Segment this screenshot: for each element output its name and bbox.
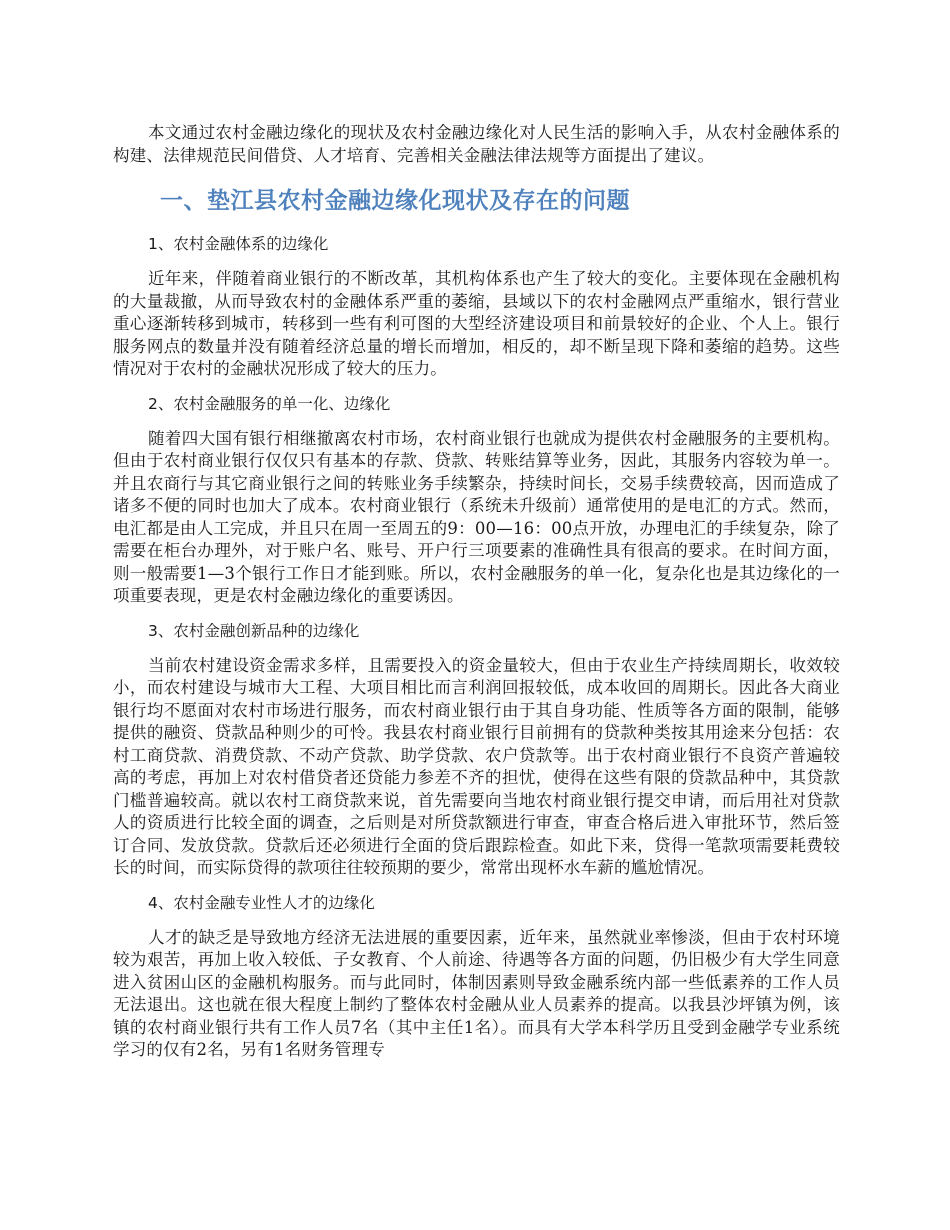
intro-paragraph: 本文通过农村金融边缘化的现状及农村金融边缘化对人民生活的影响入手，从农村金融体系的构建、法律规范民间借贷、人才培育、完善相关金融法律法规等方面提出了建议。 [113, 123, 840, 165]
subsection-title-3: 3、农村金融创新品种的边缘化 [148, 621, 360, 640]
subsection-body-4: 人才的缺乏是导致地方经济无法进展的重要因素，近年来，虽然就业率惨淡，但由于农村环境较为艰苦，再加上收入较低、子女教育、个人前途、待遇等各方面的问题，仍旧极少有大学生同意进入贫困山区的金融机构服务。而与此同时，体制因素则导致金融系统内部一些低素养的工作人员无法退出。这也就在很大程度上制约了整体农村金融从业人员素养的提高。以我县沙坪镇为例，该镇的农村商业银行共有工作人员7名（其中主任1名）。而具有大学本科学历且受到金融学专业系统学习的仅有2名，另有1名财务管理专 [113, 927, 840, 1059]
subsection-title-1: 1、农村金融体系的边缘化 [148, 235, 329, 253]
subsection-body-2: 随着四大国有银行相继撤离农村市场，农村商业银行也就成为提供农村金融服务的主要机构。但由于农村商业银行仅仅只有基本的存款、贷款、转账结算等业务，因此，其服务内容较为单一。并且农商行与其它商业银行之间的转账业务手续繁杂，持续时间长，交易手续费较高，因而造成了诸多不便的同时也加大了成本。农村商业银行（系统未升级前）通常使用的是电汇的方式。然而，电汇都是由人工完成，并且只在周一至周五的9：00—16：00点开放，办理电汇的手续复杂，除了需要在柜台办理外，对于账户名、账号、开户行三项要素的准确性具有很高的要求。在时间方面，则一般需要1—3个银行工作日才能到账。所以，农村金融服务的单一化，复杂化也是其边缘化的一项重要表现，更是农村金融边缘化的重要诱因。 [113, 428, 840, 605]
subsection-title-2: 2、农村金融服务的单一化、边缘化 [148, 394, 391, 413]
subsection-title-4: 4、农村金融专业性人才的边缘化 [148, 893, 375, 912]
subsection-body-1: 近年来，伴随着商业银行的不断改革，其机构体系也产生了较大的变化。主要体现在金融机构的大量裁撤，从而导致农村的金融体系严重的萎缩，县域以下的农村金融网点严重缩水，银行营业重心逐渐转移到城市，转移到一些有利可图的大型经济建设项目和前景较好的企业、个人上。银行服务网点的数量并没有随着经济总量的增长而增加，相反的，却不断呈现下降和萎缩的趋势。这些情况对于农村的金融状况形成了较大的压力。 [113, 269, 840, 378]
document-body [113, 122, 840, 1062]
section-heading: 一、垫江县农村金融边缘化现状及存在的问题 [160, 188, 630, 214]
subsection-body-3: 当前农村建设资金需求多样，且需要投入的资金量较大，但由于农业生产持续周期长，收效较小，而农村建设与城市大工程、大项目相比而言利润回报较低，成本收回的周期长。因此各大商业银行均不愿面对农村市场进行服务，而农村商业银行由于其自身功能、性质等各方面的限制，能够提供的融资、贷款品种则少的可怜。我县农村商业银行目前拥有的贷款种类按其用途来分包括：农村工商贷款、消费贷款、不动产贷款、助学贷款、农户贷款等。出于农村商业银行不良资产普遍较高的考虑，再加上对农村借贷者还贷能力参差不齐的担忧，使得在这些有限的贷款品种中，其贷款门槛普遍较高。就以农村工商贷款来说，首先需要向当地农村商业银行提交申请，而后用社对贷款人的资质进行比较全面的调查，之后则是对所贷款额进行审查，审查合格后进入审批环节，然后签订合同、发放贷款。贷款后还必须进行全面的贷后跟踪检查。如此下来，贷得一笔款项需要耗费较长的时间，而实际贷得的款项往往较预期的要少，常常出现杯水车薪的尴尬情况。 [113, 655, 840, 877]
